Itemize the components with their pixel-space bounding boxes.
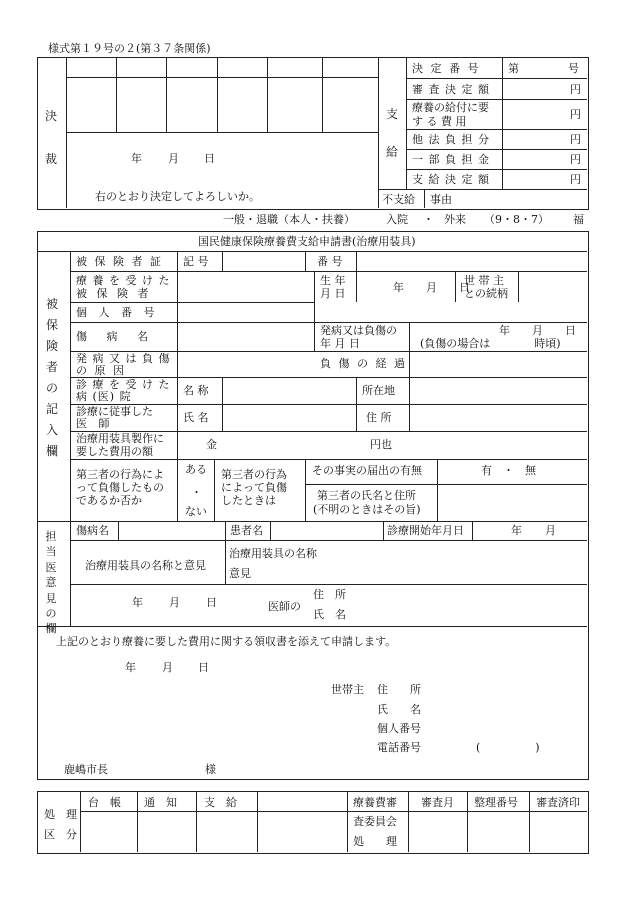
form-title: 国民健康保険療養費支給申請書(治療用装具) <box>198 235 416 248</box>
payment-amount-unit: 円 <box>570 173 581 186</box>
reviewer-seal-label: 審査済印 <box>536 796 580 809</box>
onset-label-1: 発病又は負傷の <box>320 324 397 337</box>
non-payment-label: 不支給 <box>382 193 415 206</box>
welfare-label: 福 <box>573 213 584 226</box>
inpatient-label: 入院 <box>386 213 408 226</box>
applicant-phone-label: 電話番号 <box>377 741 421 754</box>
opinion-day: 日 <box>206 596 217 609</box>
medical-cost-label: 療養の給付に要 す る 費 用 <box>412 101 489 129</box>
personal-number-label: 個 人 番 号 <box>76 306 159 319</box>
patient-label-1: 療 養 を 受 け た <box>76 274 171 287</box>
household-label-2: との続柄 <box>464 287 508 300</box>
application-month: 月 <box>162 661 173 674</box>
application-year: 年 <box>125 661 136 674</box>
review-amount-label: 審 査 決 定 額 <box>412 83 490 96</box>
yen-prefix: 金 <box>206 438 217 451</box>
yen-suffix: 円也 <box>370 438 392 451</box>
hospital-label-2: 病 (医) 院 <box>76 390 132 403</box>
opinion-patient-label: 患者名 <box>230 524 263 537</box>
doctor-name-sign-label: 氏 名 <box>313 608 346 621</box>
doctor-name-label: 氏 名 <box>183 411 209 424</box>
patient-label-2: 被 保 険 者 <box>76 287 152 300</box>
third-party-question-2: って負傷したもの <box>76 481 164 494</box>
hospital-label-1: 診 療 を 受 け た <box>76 378 171 391</box>
address-label: 住 所 <box>366 411 392 424</box>
ref-number-label: 整理番号 <box>474 796 518 809</box>
decision-month: 月 <box>168 152 179 165</box>
device-cost-label-2: 要した費用の額 <box>76 445 153 458</box>
birth-label-1: 生 年 <box>320 274 346 287</box>
decision-day: 日 <box>204 152 215 165</box>
birth-date: 年 月 日 <box>393 281 470 294</box>
opinion-month: 月 <box>169 596 180 609</box>
onset-label-2: 年 月 日 <box>320 337 360 350</box>
review-month-label: 審査月 <box>421 796 454 809</box>
phone-parentheses: ( ) <box>476 741 540 754</box>
card-symbol-label: 記 号 <box>183 255 209 268</box>
doctor-label-1: 診療に従事した <box>76 405 153 418</box>
review-amount-unit: 円 <box>570 83 581 96</box>
decision-side-label: 決裁 <box>44 109 57 167</box>
third-when-1: 第三者の行為 <box>221 468 287 481</box>
insured-side-label: 被保険者の記入欄 <box>45 297 58 458</box>
other-law-label: 他 法 負 担 分 <box>412 133 490 146</box>
hospital-name-label: 名 称 <box>183 384 209 397</box>
doctor-label-2: 医 師 <box>76 417 114 430</box>
medical-cost-unit: 円 <box>570 108 581 121</box>
decision-block <box>37 57 589 210</box>
form-number: 様式第１９号の２(第３７条関係) <box>48 42 211 55</box>
rate-label: （9・8・7） <box>484 213 549 226</box>
cause-label-1: 発 病 又 は 負 傷 <box>76 352 171 365</box>
cause-label-2: の 原 因 <box>76 364 126 377</box>
third-party-question-3: であるか否か <box>76 494 142 507</box>
third-name-label-2: (不明のときはその旨) <box>313 503 421 516</box>
doctor-of-label: 医師の <box>268 600 301 613</box>
category-type: 一般・退職（本人・扶養） <box>223 213 355 226</box>
reason-label: 事由 <box>430 193 452 206</box>
sama-label: 様 <box>205 763 216 776</box>
opinion-start-label: 診療開始年月日 <box>387 524 464 537</box>
payment-side-label: 支給 <box>385 107 398 160</box>
notice-label: 通 知 <box>144 796 177 809</box>
card-label: 被 保 険 者 証 <box>76 255 163 268</box>
approve-text: 右のとおり決定してよろしいか。 <box>95 190 260 203</box>
copay-label: 一 部 負 担 金 <box>412 153 490 166</box>
committee-label-3: 処 理 <box>353 835 397 848</box>
onset-note: (負傷の場合は 時頃) <box>420 337 561 350</box>
payment-amount-label: 支 給 決 定 額 <box>412 173 490 186</box>
category-dot: ・ <box>423 213 434 226</box>
processing-label-2: 区 分 <box>44 828 77 841</box>
doctor-address-label: 住 所 <box>313 588 346 601</box>
third-name-label-1: 第三者の氏名と住所 <box>317 489 416 502</box>
opinion-disease-label: 傷病名 <box>76 524 109 537</box>
onset-date: 年 月 日 <box>499 324 576 337</box>
injury-course-label: 負 傷 の 経 過 <box>320 357 407 370</box>
decision-number-prefix: 第 <box>508 62 519 75</box>
outpatient-label: 外来 <box>444 213 466 226</box>
third-when-2: によって負傷 <box>221 481 287 494</box>
disease-label: 傷 病 名 <box>76 330 156 343</box>
application-statement: 上記のとおり療養に要した費用に関する領収書を添えて申請します。 <box>56 635 397 648</box>
ledger-label: 台 帳 <box>88 796 121 809</box>
mayor-label: 鹿嶋市長 <box>64 763 108 776</box>
third-when-3: したときは <box>221 494 276 507</box>
third-party-question-1: 第三者の行為によ <box>76 468 164 481</box>
aru-nai-dot: ・ <box>191 486 202 499</box>
card-number-label: 番 号 <box>317 255 343 268</box>
doctor-side-label: 担当医意見の欄 <box>45 530 57 636</box>
applicant-address-label: 住 所 <box>377 683 421 696</box>
processing-label-1: 処 理 <box>44 808 77 821</box>
copay-unit: 円 <box>570 153 581 166</box>
decision-year: 年 <box>131 152 142 165</box>
opinion-start-year: 年 <box>511 524 522 537</box>
notify-label: その事実の届出の有無 <box>312 464 422 477</box>
other-law-unit: 円 <box>570 133 581 146</box>
nai-option: ない <box>185 505 207 518</box>
decision-number-label: 決 定 番 号 <box>412 62 481 75</box>
committee-label-2: 査委員会 <box>353 815 397 828</box>
device-name-label: 治療用装具の名称 <box>229 547 317 560</box>
applicant-personal-no-label: 個人番号 <box>377 722 421 735</box>
aru-option: ある <box>185 463 207 476</box>
birth-label-2: 月 日 <box>320 287 346 300</box>
yes-no-options: 有 ・ 無 <box>481 464 536 477</box>
opinion-label: 意見 <box>229 567 251 580</box>
committee-label-1: 療養費審 <box>353 796 397 809</box>
householder-label: 世帯主 <box>331 683 364 696</box>
device-opinion-label: 治療用装具の名称と意見 <box>85 559 206 572</box>
decision-number-unit: 号 <box>568 62 579 75</box>
device-cost-label-1: 治療用装具製作に <box>76 432 164 445</box>
opinion-start-month: 月 <box>545 524 556 537</box>
opinion-year: 年 <box>132 596 143 609</box>
applicant-name-label: 氏 名 <box>377 703 421 716</box>
application-day: 日 <box>198 661 209 674</box>
payment-process-label: 支 給 <box>204 796 237 809</box>
location-label: 所在地 <box>362 384 395 397</box>
household-label-1: 世 帯 主 <box>464 274 504 287</box>
